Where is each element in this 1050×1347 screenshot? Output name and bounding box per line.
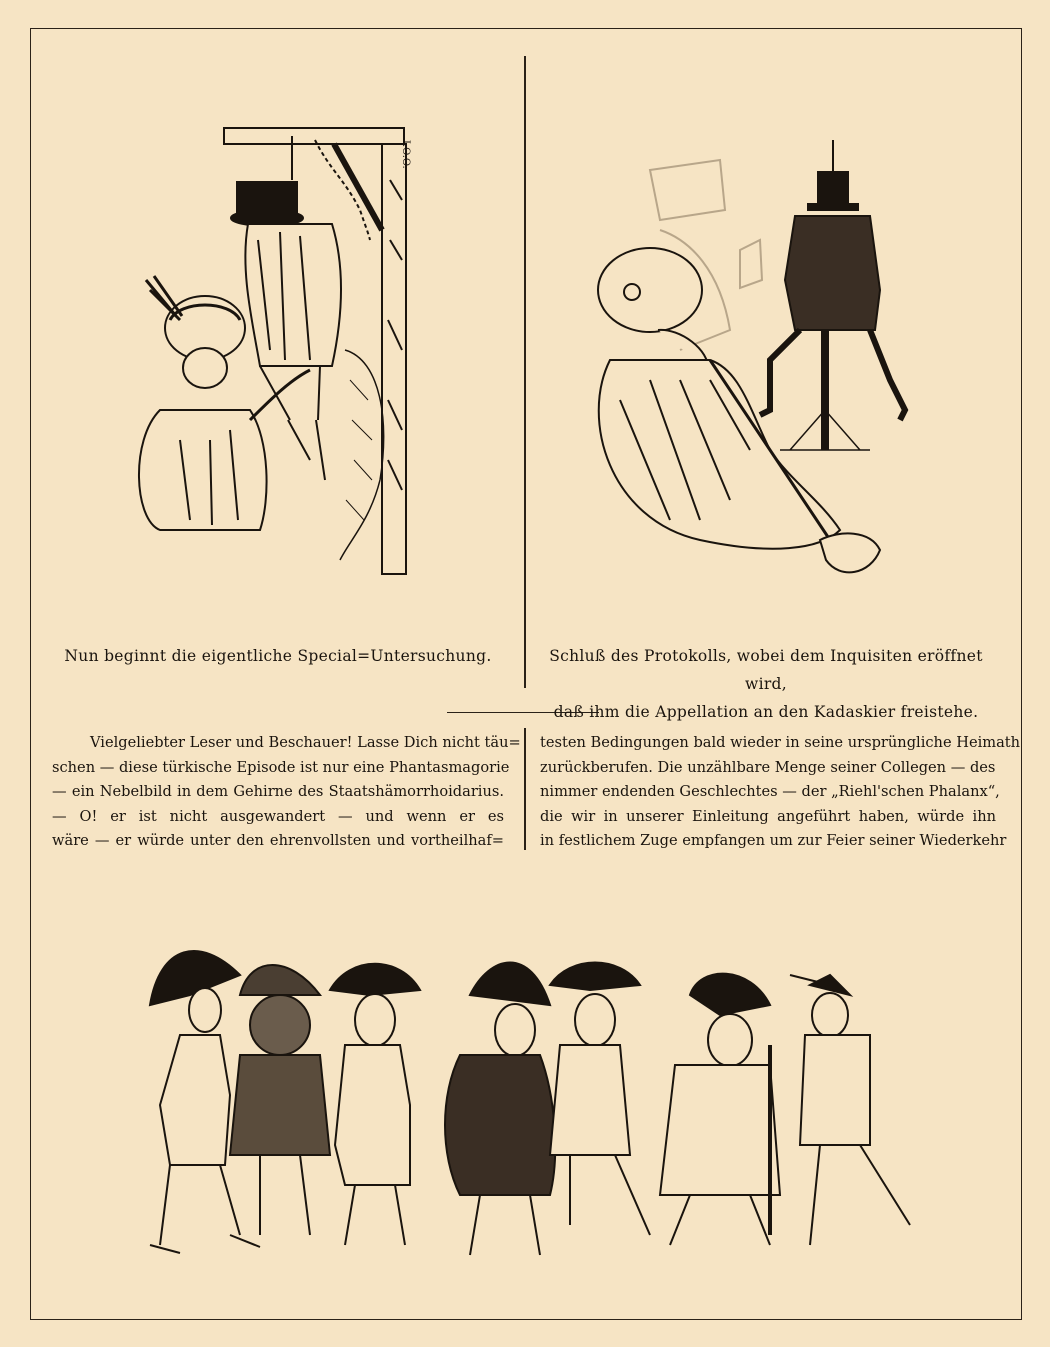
- caption-right: [530, 642, 1002, 726]
- text-line: in festlichem Zuge empfangen um zur Feier seiner Wiederkehr: [540, 832, 1007, 850]
- text-line: — O! er ist nicht ausgewandert — und wenn er es: [52, 807, 504, 825]
- caption-right-line-1: Schluß des Protokolls, wobei dem Inquisiten eröffnet wird,: [549, 647, 983, 693]
- text-line: zurückberufen. Die unzählbare Menge seiner Collegen — des: [540, 758, 996, 776]
- body-column-left: [52, 731, 521, 854]
- caption-right-line-2: daß ihm die Appellation an den Kadaskier freistehe.: [553, 703, 979, 721]
- text-line: nimmer endenden Geschlechtes — der „Riehl'schen Phalanx“,: [540, 783, 1000, 801]
- procession-illustration: [130, 935, 950, 1275]
- text-line: testen Bedingungen bald wieder in seine ursprüngliche Heimath: [540, 734, 1021, 751]
- text-line: wäre — er würde unter den ehrenvollsten und vortheilhaf=: [52, 832, 504, 850]
- column-divider-text: [524, 728, 526, 850]
- text-line: die wir in unserer Einleitung angeführt haben, würde ihn: [540, 807, 996, 825]
- text-line: schen — diese türkische Episode ist nur eine Phantasmagorie: [52, 758, 510, 776]
- gallows-marks: I.O.O.: [400, 140, 411, 169]
- text-line: — ein Nebelbild in dem Gehirne des Staatshämorrhoidarius.: [52, 783, 504, 801]
- column-divider-top: [524, 56, 526, 688]
- body-column-right: [540, 731, 1021, 854]
- gallows-illustration: [120, 120, 440, 580]
- text-line: Vielgeliebter Leser und Beschauer! Lasse Dich nicht täu=: [90, 734, 521, 751]
- protocol-illustration: [590, 120, 920, 590]
- caption-left: Nun beginnt die eigentliche Special=Untersuchung.: [64, 647, 492, 665]
